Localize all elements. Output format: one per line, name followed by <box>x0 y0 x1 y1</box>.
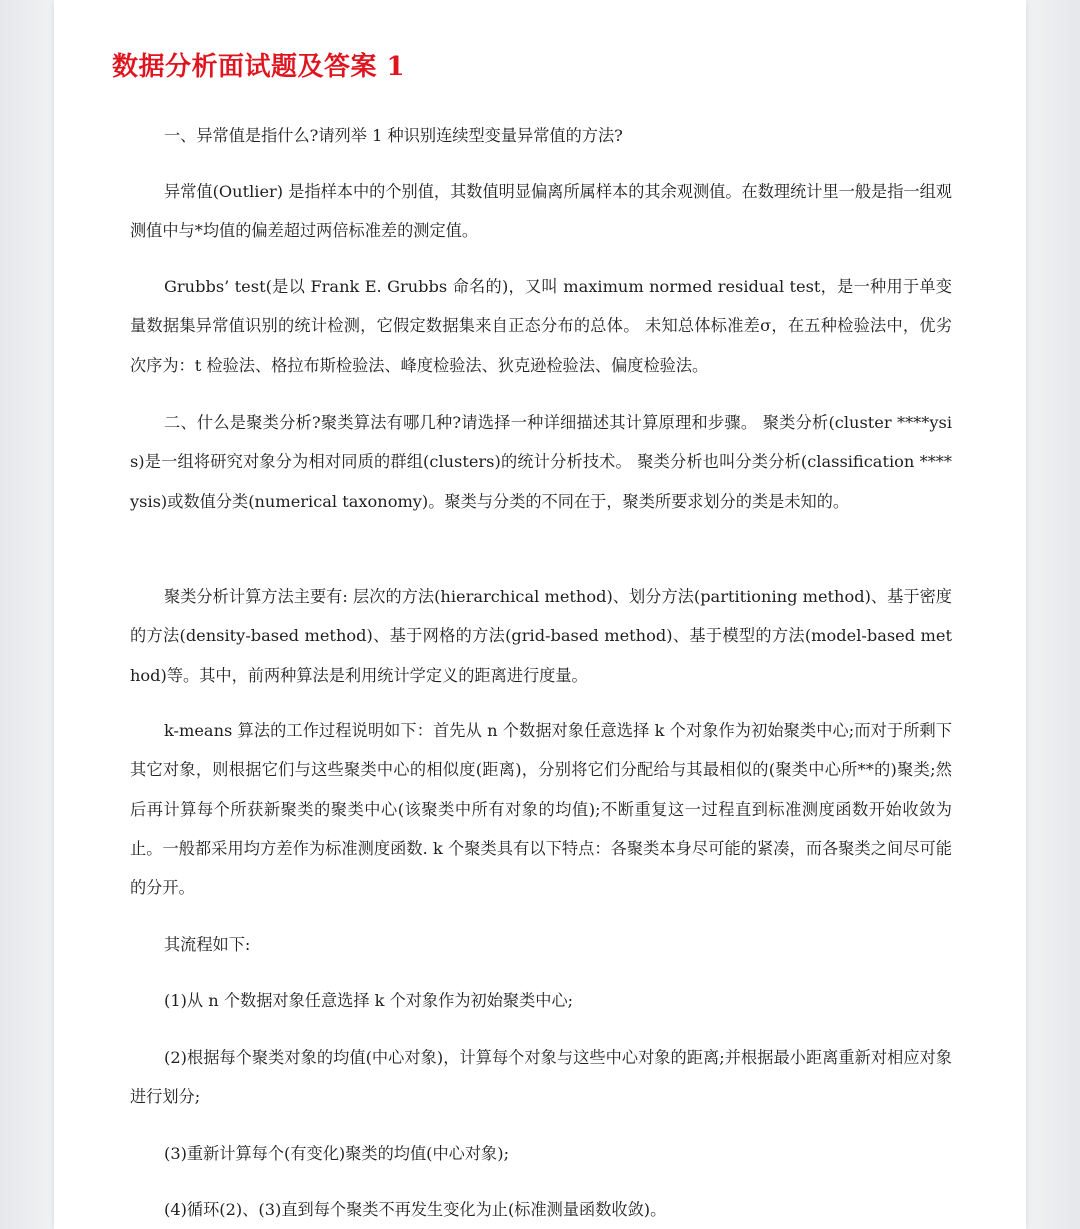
grubbs-test-paragraph: Grubbs’ test(是以 Frank E. Grubbs 命名的)，又叫 maximum normed residual test，是一种用于单变量数据集异常值识别的统计检测，它假定数据集来自正态分布的总体。 未知总体标准差σ，在五种检验法中，优劣次序为：t 检验法、格拉布斯检验法、峰度检验法、狄克逊检验法、偏度检验法。 <box>130 277 952 375</box>
process-heading: 其流程如下: <box>164 935 251 954</box>
document-title: 数据分析面试题及答案 1 <box>112 52 406 82</box>
kmeans-description-paragraph: k-means 算法的工作过程说明如下：首先从 n 个数据对象任意选择 k 个对象作为初始聚类中心;而对于所剩下其它对象，则根据它们与这些聚类中心的相似度(距离)，分别将它们分配给与其最相似的(聚类中心所**的)聚类;然 后再计算每个所获新聚类的聚类中心(该聚类中所有对象的均值);不断重复这一过程直到标准测度函数开始收敛为止。一般都采用均方差作为标准测度函数. k 个聚类具有以下特点：各聚类本身尽可能的紧凑，而各聚类之间尽可能的分开。 <box>130 721 952 898</box>
clustering-methods-paragraph: 聚类分析计算方法主要有: 层次的方法(hierarchical method)、划分方法(partitioning method)、基于密度的方法(density-based method)、基于网格的方法(grid-based method)、基于模型的方法(model-based method)等。其中，前两种算法是利用统计学定义的距离进行度量。 <box>130 587 952 685</box>
outlier-definition-paragraph: 异常值(Outlier) 是指样本中的个别值，其数值明显偏离所属样本的其余观测值。在数理统计里一般是指一组观测值中与*均值的偏差超过两倍标准差的测定值。 <box>130 182 952 241</box>
question-2-paragraph: 二、什么是聚类分析?聚类算法有哪几种?请选择一种详细描述其计算原理和步骤。 聚类分析(cluster ****ysis)是一组将研究对象分为相对同质的群组(clusters)的统计分析技术。 聚类分析也叫分类分析(classification ****ysis)或数值分类(numerical taxonomy)。聚类与分类的不同在于，聚类所要求划分的类是未知的。 <box>130 413 952 511</box>
process-step-4: (4)循环(2)、(3)直到每个聚类不再发生变化为止(标准测量函数收敛)。 <box>164 1200 667 1219</box>
process-step-3: (3)重新计算每个(有变化)聚类的均值(中心对象); <box>164 1144 510 1163</box>
process-step-1: (1)从 n 个数据对象任意选择 k 个对象作为初始聚类中心; <box>164 991 574 1010</box>
question-1-paragraph: 一、异常值是指什么?请列举 1 种识别连续型变量异常值的方法? <box>164 126 623 145</box>
document-page[interactable] <box>54 0 1026 1229</box>
process-step-2: (2)根据每个聚类对象的均值(中心对象)，计算每个对象与这些中心对象的距离;并根据最小距离重新对相应对象进行划分; <box>130 1048 952 1107</box>
